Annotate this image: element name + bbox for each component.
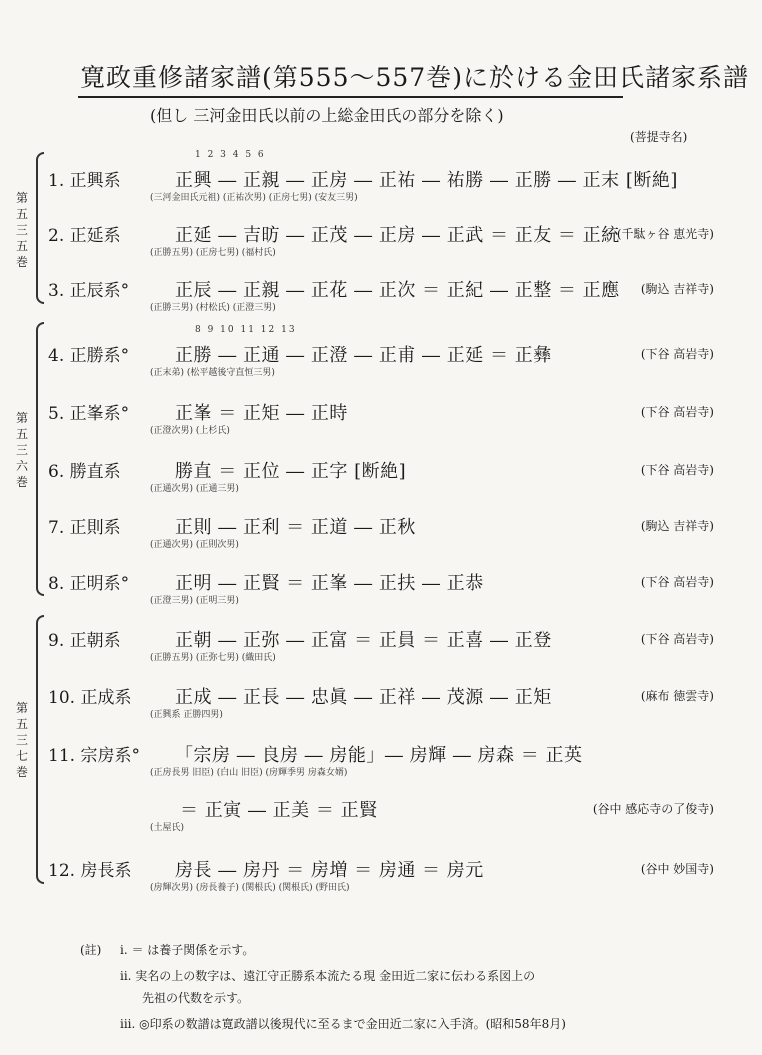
- lineage-label: 11. 宗房系°: [48, 746, 140, 766]
- footnote-item: 先祖の代数を示す。: [142, 991, 250, 1005]
- lineage-row: [0, 563, 762, 623]
- document-title: 寛政重修諸家譜(第555～557巻)に於ける金田氏諸家系譜: [80, 63, 749, 92]
- generation-numbers: 8 9 10 11 12 13: [195, 325, 297, 335]
- lineage-label: 3. 正辰系°: [48, 281, 130, 301]
- lineage-chain: 正興 ― 正親 ― 正房 ― 正祐 ― 祐勝 ― 正勝 ― 正末 [断絶]: [175, 170, 678, 191]
- lineage-notes: (正勝五男) (正房七男) (福村氏): [150, 248, 276, 258]
- lineage-temple: (駒込 吉祥寺): [640, 519, 714, 533]
- lineage-temple: (駒込 吉祥寺): [640, 282, 714, 296]
- lineage-temple: (麻布 徳雲寺): [640, 689, 714, 703]
- footnotes-heading: (註): [80, 943, 102, 957]
- lineage-temple: (谷中 妙国寺): [640, 862, 714, 876]
- lineage-notes: (房輝次男) (房長養子) (関根氏) (関根氏) (野田氏): [150, 883, 350, 893]
- lineage-temple: (下谷 高岩寺): [640, 463, 714, 477]
- lineage-label: 2. 正延系: [48, 226, 121, 246]
- generation-numbers: 1 2 3 4 5 6: [195, 150, 266, 160]
- lineage-temple: (千駄ヶ谷 恵光寺): [616, 227, 714, 241]
- lineage-row: [0, 393, 762, 453]
- volume-label-535: 第五三五巻: [15, 191, 28, 269]
- footnote-item: i. ＝ は養子関係を示す。: [120, 943, 255, 957]
- lineage-temple: (下谷 高岩寺): [640, 405, 714, 419]
- lineage-row: [0, 850, 762, 910]
- lineage-row: [0, 325, 762, 395]
- lineage-label: 12. 房長系: [48, 861, 132, 881]
- footnote-item: iii. ◎印系の数譜は寛政譜以後現代に至るまで金田近二家に入手済。(昭和58年8月): [120, 1017, 566, 1031]
- lineage-chain: 正峯 ＝ 正矩 ― 正時: [175, 403, 348, 424]
- volume-label-536: 第五三六巻: [15, 411, 28, 489]
- lineage-chain: 「宗房 ― 良房 ― 房能」― 房輝 ― 房森 ＝ 正英: [175, 745, 583, 766]
- lineage-chain: 正成 ― 正長 ― 忠眞 ― 正祥 ― 茂源 ― 正矩: [175, 687, 552, 708]
- lineage-notes: (正通次男) (正通三男): [150, 484, 239, 494]
- lineage-notes: (土屋氏): [150, 823, 185, 833]
- lineage-label: 1. 正興系: [48, 171, 121, 191]
- lineage-chain: 房長 ― 房丹 ＝ 房増 ＝ 房通 ＝ 房元: [175, 860, 484, 881]
- volume-label-537: 第五三七巻: [15, 701, 28, 779]
- lineage-label: 6. 勝直系: [48, 462, 121, 482]
- lineage-label: 8. 正明系°: [48, 574, 130, 594]
- lineage-chain: 正則 ― 正利 ＝ 正道 ― 正秋: [175, 517, 416, 538]
- lineage-row: [0, 270, 762, 330]
- lineage-row: [0, 215, 762, 275]
- lineage-label: 10. 正成系: [48, 688, 132, 708]
- lineage-label: 4. 正勝系°: [48, 346, 130, 366]
- lineage-notes: (正通次男) (正則次男): [150, 540, 239, 550]
- lineage-label: 9. 正朝系: [48, 631, 121, 651]
- lineage-temple: (下谷 高岩寺): [640, 575, 714, 589]
- lineage-notes: (三河金田氏元祖) (正祐次男) (正房七男) (安友三男): [150, 193, 358, 203]
- footnote-item: ii. 実名の上の数字は、遠江守正勝系本流たる現 金田近二家に伝わる系図上の: [120, 969, 536, 983]
- lineage-chain: ＝ 正寅 ― 正美 ＝ 正賢: [180, 800, 378, 821]
- lineage-label: 7. 正則系: [48, 518, 121, 538]
- lineage-notes: (正房長男 旧臣) (白山 旧臣) (房輝季男 房森女婿): [150, 768, 348, 778]
- lineage-temple: (下谷 高岩寺): [640, 632, 714, 646]
- lineage-chain: 勝直 ＝ 正位 ― 正字 [断絶]: [175, 461, 407, 482]
- lineage-chain: 正朝 ― 正弥 ― 正富 ＝ 正員 ＝ 正喜 ― 正登: [175, 630, 552, 651]
- document-subtitle: (但し 三河金田氏以前の上総金田氏の部分を除く): [150, 106, 504, 125]
- lineage-row: [0, 735, 762, 795]
- lineage-row: [0, 620, 762, 680]
- lineage-row: [0, 150, 762, 220]
- lineage-notes: (正末弟) (松平越後守直恒三男): [150, 368, 275, 378]
- lineage-notes: (正勝三男) (村松氏) (正澄三男): [150, 303, 276, 313]
- lineage-temple: (下谷 高岩寺): [640, 347, 714, 361]
- lineage-chain: 正明 ― 正賢 ＝ 正峯 ― 正扶 ― 正恭: [175, 573, 484, 594]
- lineage-chain: 正延 ― 吉昉 ― 正茂 ― 正房 ― 正武 ＝ 正友 ＝ 正統: [175, 225, 620, 246]
- lineage-row: [0, 677, 762, 737]
- lineage-chain: 正勝 ― 正通 ― 正澄 ― 正甫 ― 正延 ＝ 正彝: [175, 345, 552, 366]
- lineage-row-continued: [0, 790, 762, 850]
- lineage-notes: (正勝五男) (正弥七男) (織田氏): [150, 653, 276, 663]
- lineage-row: [0, 507, 762, 567]
- lineage-notes: (正澄次男) (上杉氏): [150, 426, 230, 436]
- lineage-notes: (正澄三男) (正明三男): [150, 596, 239, 606]
- temple-column-header: (菩提寺名): [630, 130, 688, 144]
- lineage-temple: (谷中 感応寺の了俊寺): [592, 802, 714, 816]
- lineage-notes: (正興系 正勝四男): [150, 710, 223, 720]
- lineage-label: 5. 正峯系°: [48, 404, 130, 424]
- lineage-row: [0, 451, 762, 511]
- lineage-chain: 正辰 ― 正親 ― 正花 ― 正次 ＝ 正紀 ― 正整 ＝ 正應: [175, 280, 620, 301]
- title-underline: [78, 96, 623, 98]
